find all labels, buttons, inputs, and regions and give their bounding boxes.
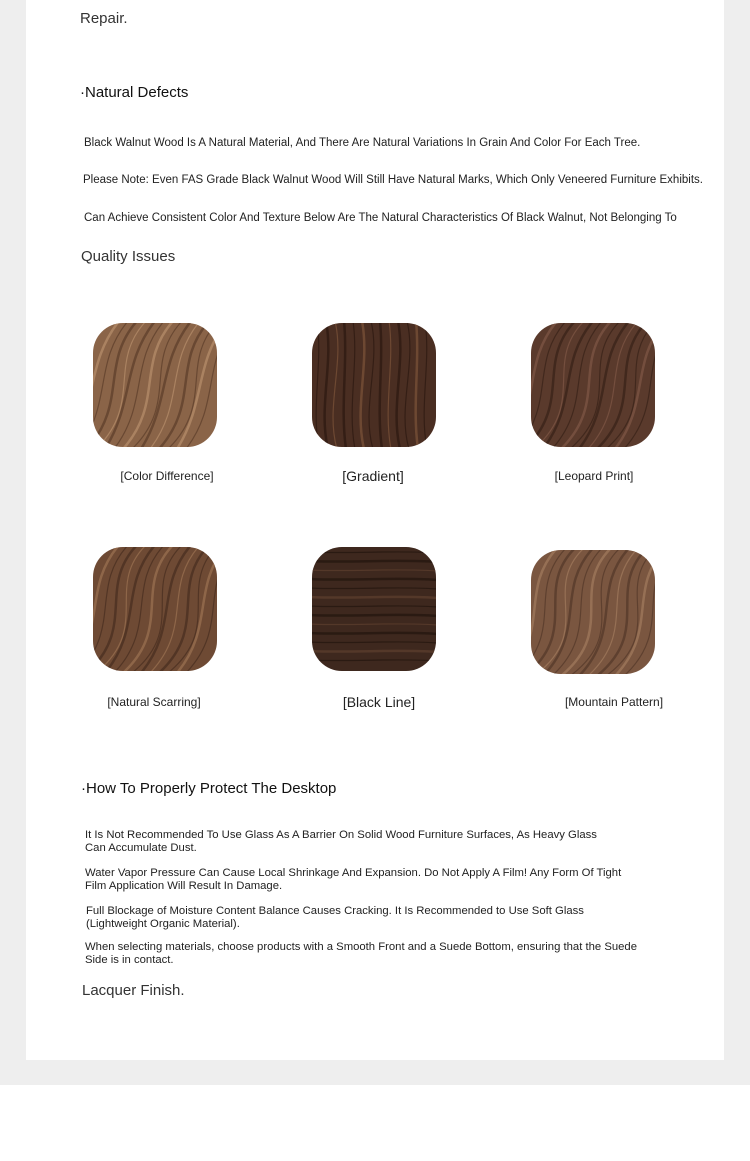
caption-color-difference: [Color Difference] [120,469,214,483]
caption-leopard-print: [Leopard Print] [554,469,634,483]
wood-grain-texture [312,547,436,671]
wood-sample-leopard-print [531,323,655,447]
wood-sample-black-line [312,547,436,671]
wood-grain-texture [312,323,436,447]
defects-line-1: Black Walnut Wood Is A Natural Material, And There Are Natural Variations In Grain And Color For Each Tree. [84,137,641,149]
protect-item-3: Full Blockage of Moisture Content Balance Causes Cracking. It Is Recommended to Use Soft Glass (Lightweight Organic Material). [86,905,584,930]
intro-tail: Repair. [80,10,128,27]
content-card [26,0,724,1060]
wood-grain-texture [531,550,655,674]
wood-sample-color-difference [93,323,217,447]
wood-grain-texture [93,323,217,447]
protect-heading: ·How To Properly Protect The Desktop [81,780,337,797]
lacquer-finish-text: Lacquer Finish. [82,982,185,999]
caption-gradient: [Gradient] [342,468,404,484]
caption-natural-scarring: [Natural Scarring] [107,695,201,709]
wood-sample-natural-scarring [93,547,217,671]
wood-sample-gradient [312,323,436,447]
caption-black-line: [Black Line] [342,694,416,710]
wood-grain-texture [93,547,217,671]
quality-issues-text: Quality Issues [81,248,176,265]
protect-item-4: When selecting materials, choose products with a Smooth Front and a Suede Bottom, ensuring that the Suede Side is in contact. [85,941,637,966]
defects-line-2: Please Note: Even FAS Grade Black Walnut Wood Will Still Have Natural Marks, Which Only Veneered Furniture Exhibits. [83,174,703,186]
protect-item-1: It Is Not Recommended To Use Glass As A Barrier On Solid Wood Furniture Surfaces, As Heavy Glass Can Accumulate Dust. [85,829,597,854]
wood-sample-mountain-pattern [531,550,655,674]
natural-defects-heading: ·Natural Defects [80,84,189,101]
protect-item-2: Water Vapor Pressure Can Cause Local Shrinkage And Expansion. Do Not Apply A Film! Any Form Of Tight Film Application Will Result In Damage. [85,867,622,892]
defects-line-3: Can Achieve Consistent Color And Texture Below Are The Natural Characteristics Of Black Walnut, Not Belonging To [84,212,677,224]
wood-grain-texture [531,323,655,447]
caption-mountain-pattern: [Mountain Pattern] [564,695,664,709]
